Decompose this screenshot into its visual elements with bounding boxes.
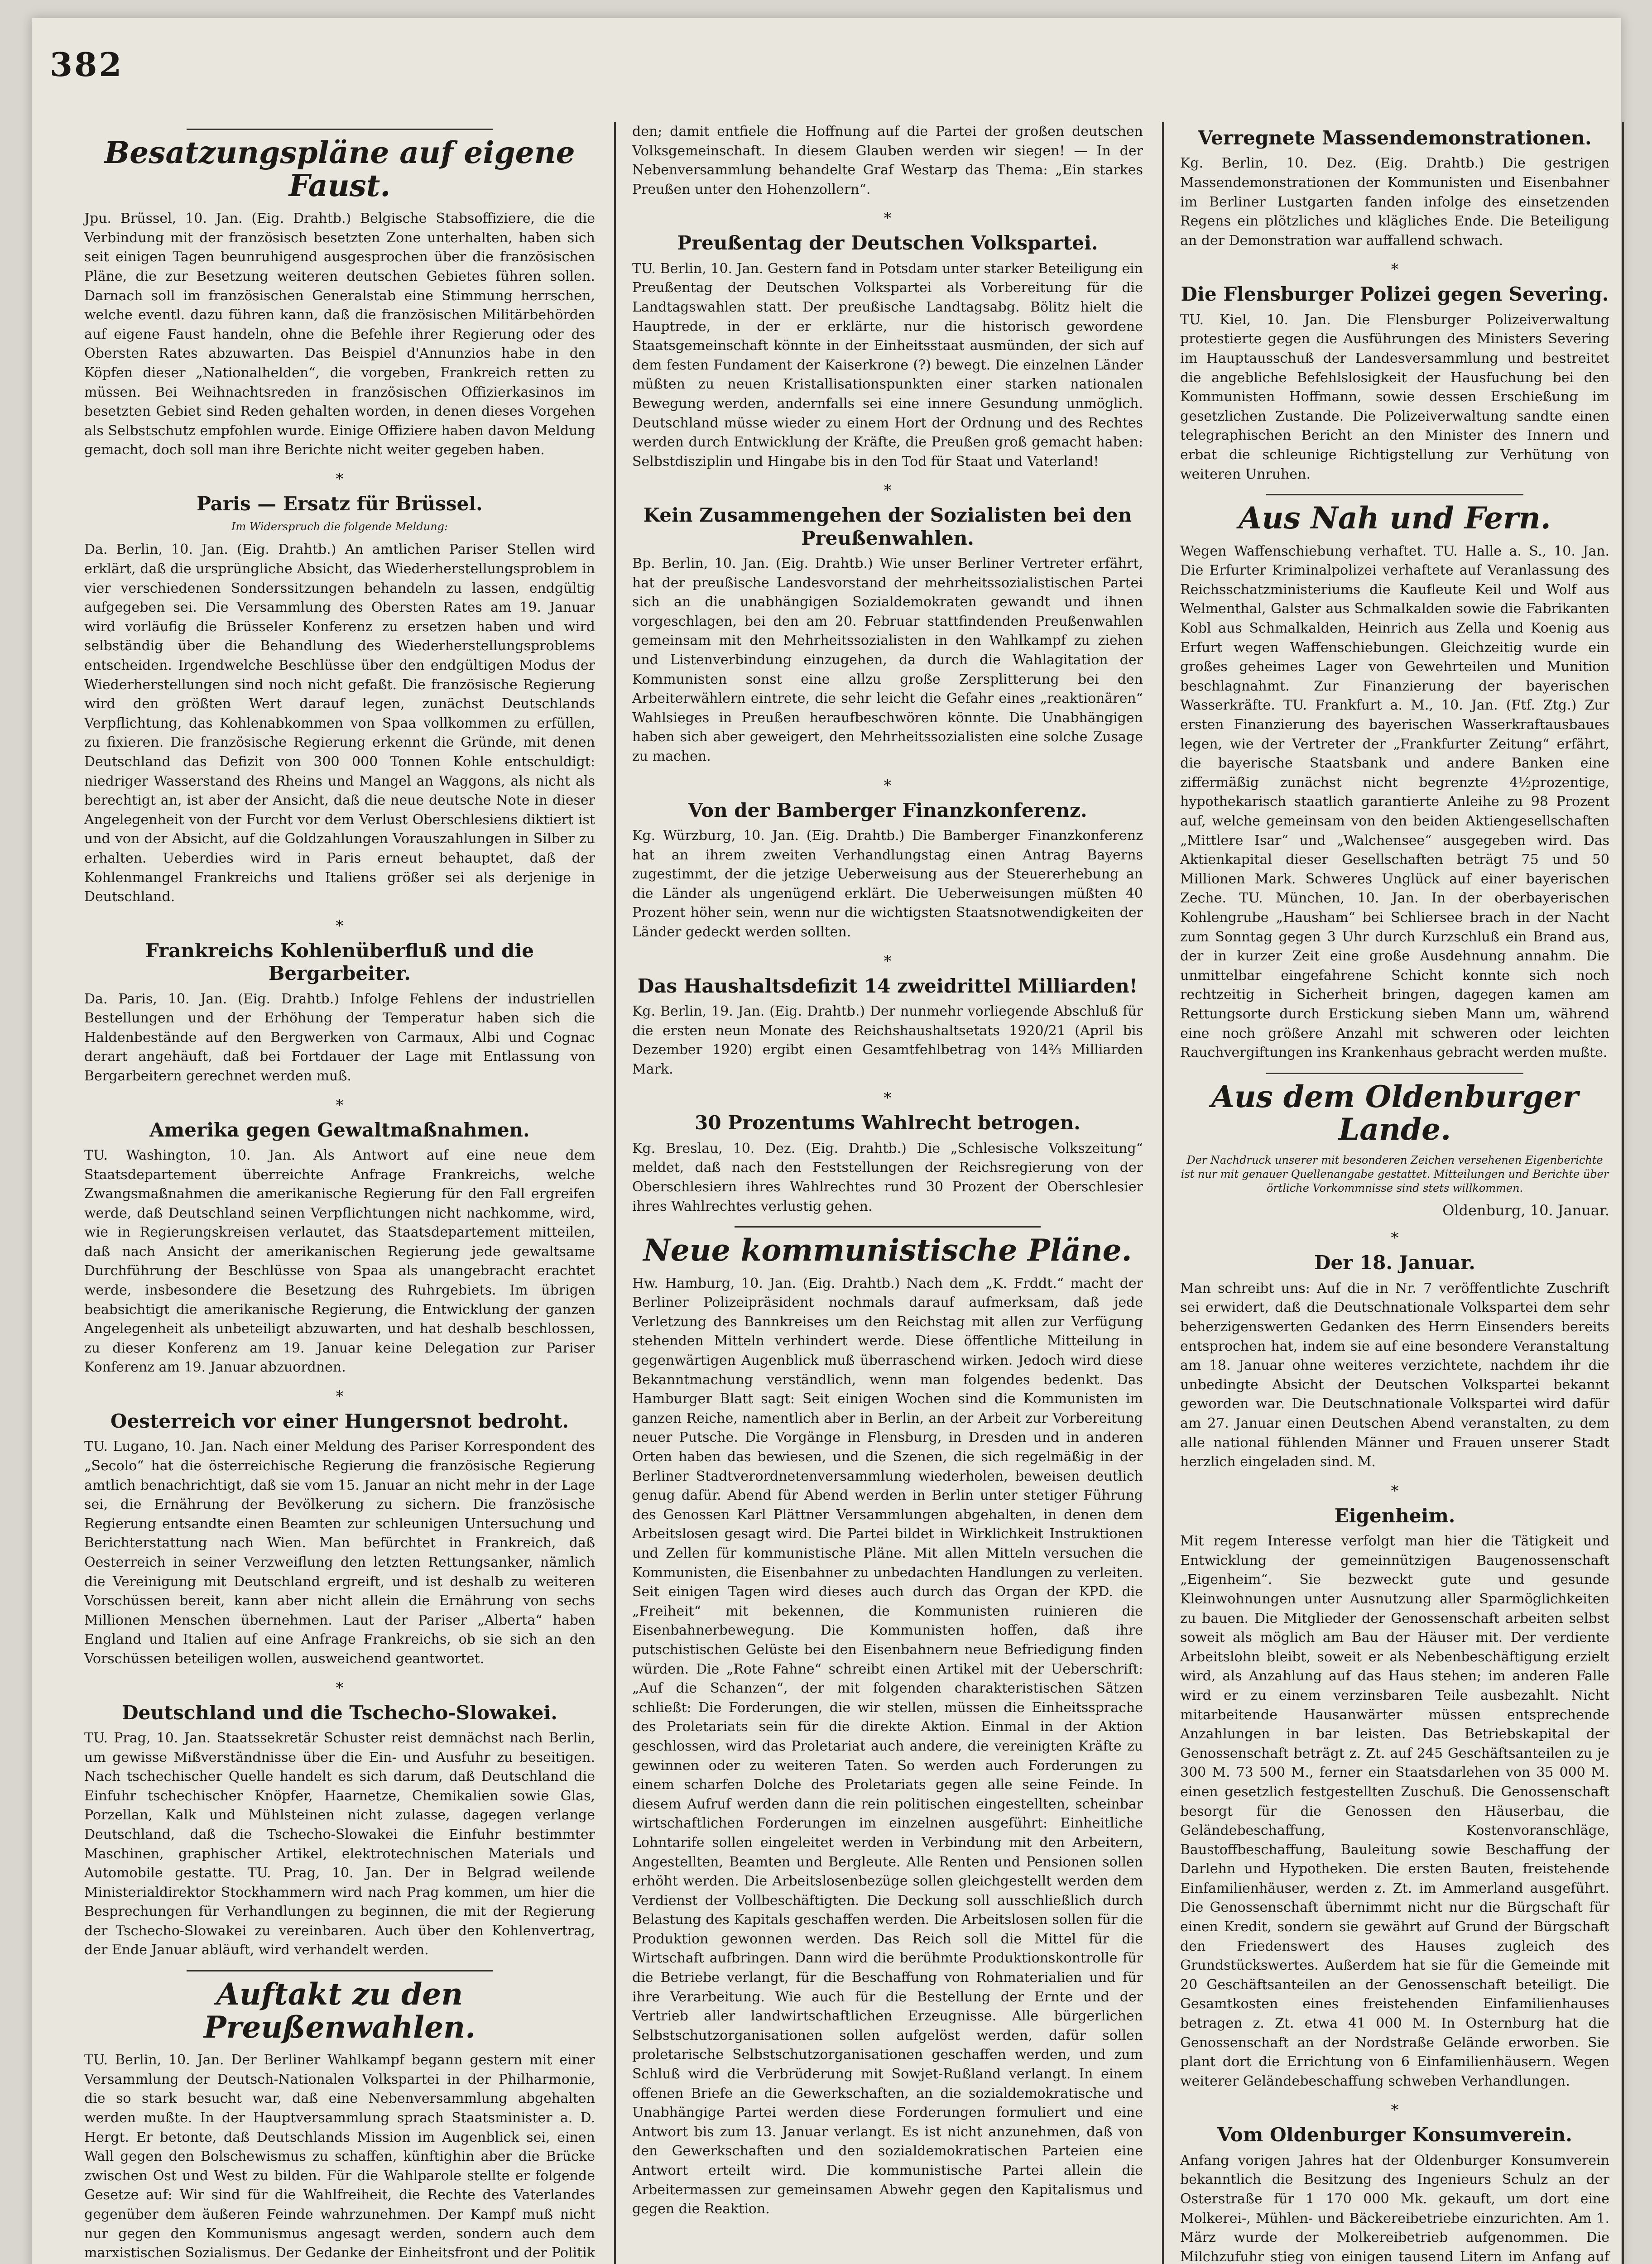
article bbox=[84, 1679, 595, 1961]
article-body: Anfang vorigen Jahres hat der Oldenburger Konsumverein bekanntlich die Besitzung des Ingenieurs Schulz an der Osterstraße für 1 170 000 Mk. gekauft, um dort eine Molkerei-, Mühlen- und Bäckereibetriebe einzurichten. Am 1. März wurde der Molkereibetrieb aufgenommen. Die Milchzufuhr stieg von einigen tausend Litern im Anfang auf bbox=[1180, 2152, 1609, 2264]
article-headline: Kein Zusammengehen der Sozialisten bei den Preußenwahlen. bbox=[643, 504, 1132, 549]
article bbox=[1180, 260, 1609, 484]
article-body: TU. Lugano, 10. Jan. Nach einer Meldung des Pariser Korrespondent des „Secolo“ hat die österreichische Regierung die französische Regierung amtlich benachrichtigt, daß sie vom 15. Januar an nicht mehr in der Lage sei, die Ernährung der Bevölkerung zu sichern. Die französische Regierung entsandte einen Beamten zur schleunigen Untersuchung und Berichterstattung nach Wien. Man befürchtet in Frankreich, daß Oesterreich in seiner Verzweiflung den letzten Rettungsanker, nämlich die Vereinigung mit Deutschland ergreift, und ist deshalb zu weiteren Vorschüssen bereit, kann aber nicht allein die Ernährung von sechs Millionen Menschen übernehmen. Laut der Pariser „Alberta“ haben England und Italien auf eine Anfrage Frankreichs, ob sie sich an den Vorschüssen beteiligen wollen, ausweichend geantwortet. bbox=[84, 1439, 595, 1667]
section-rule bbox=[187, 1970, 493, 1971]
separator-star: * bbox=[1391, 2101, 1399, 2120]
article bbox=[1180, 494, 1609, 1063]
section-rule bbox=[1266, 494, 1524, 495]
article-body: Kg. Berlin, 19. Jan. (Eig. Drahtb.) Der nunmehr vorliegende Abschluß für die ersten neun Monate des Reichshaushaltsetats 1920/21 (April bis Dezember 1920) ergibt einen Gesamtfehlbetrag von 14⅔ Milliarden Mark. bbox=[632, 1003, 1143, 1077]
section-rule bbox=[735, 1226, 1041, 1228]
article bbox=[84, 470, 595, 907]
article-body: Wegen Waffenschiebung verhaftet. TU. Halle a. S., 10. Jan. Die Erfurter Kriminalpolizei verhaftete auf Veranlassung des Reichsschatzministeriums die Kaufleute Keil und Wolf aus Welmenthal, Galster aus Schmalkalden sowie die Fabrikanten Kobl aus Schmalkalden, Heinrich aus Zella und Koenig aus Erfurt wegen Waffenschiebungen. Gleichzeitig wurde ein großes geheimes Lager von Gewehrteilen und Munition beschlagnahmt. Zur Finanzierung der bayerischen Wasserkräfte. TU. Frankfurt a. M., 10. Jan. (Ftf. Ztg.) Zur ersten Finanzierung des bayerischen Wasserkraftausbaues legen, wie der Vertreter der „Frankfurter Zeitung“ erfährt, die bayerische Staatsbank und andere Banken eine ziffermäßig zunächst nicht begrenzte 4½prozentige, hypothekarisch staatlich garantierte Anleihe zu 98 Prozent auf, welche gemeinsam von den beiden Aktiengesellschaften „Mittlere Isar“ und „Walchensee“ ausgegeben wird. Das Aktienkapital dieser Gesellschaften beträgt 75 und 50 Millionen Mark. Schweres Unglück auf einer bayerischen Zeche. TU. München, 10. Jan. In der oberbayerischen Kohlengrube „Hausham“ bei Schliersee brach in der Nacht zum Sonntag gegen 3 Uhr durch Kurzschluß ein Brand aus, der in kurzer Zeit eine große Ausdehnung annahm. Die unmittelbar eingefahrene Schicht konnte sich noch rechtzeitig in Sicherheit bringen, dagegen kamen am Rettungsorte durch Erstickung sieben Mann um, während eine noch größere Anzahl mit schweren oder leichten Rauchvergiftungen ins Krankenhaus gebracht werden mußte. bbox=[1180, 543, 1609, 1061]
article-body: Da. Berlin, 10. Jan. (Eig. Drahtb.) An amtlichen Pariser Stellen wird erklärt, daß die ursprüngliche Absicht, das Wiederherstellungsproblem in vier verschiedenen Sonderssitzungen behandeln zu lassen, endgültig aufgegeben sei. Die Versammlung des Obersten Rates am 19. Januar wird vorläufig die Brüsseler Konferenz zu ersetzen haben und wird selbständig über die Behandlung des Wiederherstellungsproblems entscheiden. Irgendwelche Beschlüsse über den endgültigen Modus der Wiederherstellungen sind noch nicht gefaßt. Die französische Regierung wird den größten Wert darauf legen, zunächst Deutschlands Verpflichtung, das Kohlenabkommen von Spaa vollkommen zu erfüllen, zu fixieren. Die französische Regierung erkennt die Gründe, mit denen Deutschland das Defizit von 300 000 Tonnen Kohle entschuldigt: niedriger Wasserstand des Rheins und Mangel an Waggons, als nicht als berechtigt an, ist aber der Ansicht, daß die neue deutsche Note in dieser Angelegenheit von der Furcht vor dem Verlust Oberschlesiens diktiert ist und von der Absicht, auf die Goldzahlungen Vorauszahlungen in Silber zu erhalten. Ueberdies wird in Paris erneut behauptet, daß der Kohlenmangel Frankreichs und Italiens größer sei als derjenige in Deutschland. bbox=[84, 542, 595, 905]
article-headline: Oesterreich vor einer Hungersnot bedroht. bbox=[110, 1410, 569, 1433]
article bbox=[84, 129, 595, 460]
article-body: Kg. Berlin, 10. Dez. (Eig. Drahtb.) Die gestrigen Massendemonstrationen der Kommunisten und Eisenbahner im Berliner Lustgarten fanden infolge des einsetzenden Regens ein plötzliches und klägliches Ende. Die Beteiligung an der Demonstration war auffallend schwach. bbox=[1180, 155, 1609, 249]
newspaper-page bbox=[32, 18, 1621, 2264]
separator-star: * bbox=[336, 916, 344, 935]
article bbox=[1180, 1482, 1609, 2091]
article-headline: Auftakt zu den Preußenwahlen. bbox=[203, 1976, 476, 2045]
separator-star: * bbox=[884, 776, 892, 795]
article-headline: Amerika gegen Gewaltmaßnahmen. bbox=[149, 1118, 530, 1141]
separator-star: * bbox=[336, 470, 344, 488]
article bbox=[1180, 1229, 1609, 1472]
article-headline: Frankreichs Kohlenüberfluß und die Bergarbeiter. bbox=[145, 939, 534, 985]
article bbox=[84, 1970, 595, 2264]
article bbox=[84, 917, 595, 1086]
article bbox=[632, 122, 1143, 199]
section-rule bbox=[1266, 1073, 1524, 1074]
separator-star: * bbox=[884, 952, 892, 970]
article bbox=[1180, 2101, 1609, 2264]
article-headline: Verregnete Massendemonstrationen. bbox=[1198, 127, 1592, 149]
column-rule bbox=[1622, 122, 1624, 2264]
article-body: den; damit entfiele die Hoffnung auf die Partei der großen deutschen Volksgemeinschaft. In diesem Glauben werden wir siegen! — In der Nebenversammlung behandelte Graf Westarp das Thema: „Ein starkes Preußen unter den Hohenzollern“. bbox=[632, 124, 1143, 197]
article-body: Jpu. Brüssel, 10. Jan. (Eig. Drahtb.) Belgische Stabsoffiziere, die die Verbindung mit der französisch besetzten Zone unterhalten, haben sich seit einigen Tagen beunruhigend ausgesprochen über die französischen Pläne, die zur Besetzung weiteren deutschen Gebietes führen sollen. Darnach soll im französischen Generalstab eine Stimmung herrschen, welche eventl. dazu führen kann, daß die französischen Militärbehörden auf eigene Faust handeln, ohne die Befehle ihrer Regierung oder des Obersten Rates abzuwarten. Das Beispiel d'Annunzios habe in den Köpfen dieser „Nationalhelden“, die vorgeben, Frankreich retten zu müssen. Bei Weihnachtsreden in französischen Offizierkasinos im besetzten Gebiet sind Reden gehalten worden, in denen dieses Vorgehen als Selbstschutz empfohlen wurde. Einige Offiziere haben davon Meldung gemacht, doch soll man ihre Berichte nicht weiter gegeben haben. bbox=[84, 211, 595, 458]
article-body: TU. Berlin, 10. Jan. Gestern fand in Potsdam unter starker Beteiligung ein Preußentag der Deutschen Volkspartei als Vorbereitung für die Landtagswahlen statt. Der preußische Landtagsabg. Bölitz hielt die Hauptrede, in der er erklärte, nur die historisch gewordene Staatsgemeinschaft könnte in der Einheitsstaat ausmünden, der sich auf dem festen Fundament der Kaiserkrone (?) bewegt. Die einzelnen Länder müßten zu neuen Kristallisationspunkten einer starken nationalen Bewegung werden, andernfalls sei eine innere Gesundung unmöglich. Deutschland müsse wieder zu einem Hort der Ordnung und des Rechtes werden durch Entwicklung der Kräfte, die Preußen groß gemacht haben: Selbstdisziplin und Hingabe bis in den Tod für Staat und Vaterland! bbox=[632, 260, 1143, 470]
article-body: TU. Prag, 10. Jan. Staatssekretär Schuster reist demnächst nach Berlin, um gewisse Mißverständnisse über die Ein- und Ausfuhr zu beseitigen. Nach tschechischer Quelle handelt es sich darum, daß Deutschland die Einfuhr tschechischer Knöpfer, Haarnetze, Chemikalien sowie Glas, Porzellan, Kalk und Mühlsteinen nicht zulasse, dagegen verlange Deutschland, daß die Tschecho-Slowakei die Einfuhr bestimmter Maschinen, graphischer Artikel, elektrotechnischen Materials und Automobile gestatte. TU. Prag, 10. Jan. Der in Belgrad weilende Ministerialdirektor Stockhammern wird nach Prag kommen, um hier die Besprechungen für Verhandlungen zu beginnen, die mit der Regierung der Tschecho-Slowakei zu vereinbaren. Auch über den Kohlenvertrag, der Ende Januar abläuft, wird verhandelt werden. bbox=[84, 1730, 595, 1958]
article-headline: 30 Prozentums Wahlrecht betrogen. bbox=[695, 1112, 1081, 1134]
article bbox=[632, 1089, 1143, 1216]
article bbox=[632, 209, 1143, 471]
article-headline: Die Flensburger Polizei gegen Severing. bbox=[1181, 283, 1609, 306]
separator-star: * bbox=[1391, 1482, 1399, 1500]
article-body: Man schreibt uns: Auf die in Nr. 7 veröffentlichte Zuschrift sei erwidert, daß die Deutschnationale Volkspartei dem sehr beherzigenswerten Gedanken des Herrn Einsenders bereits entsprochen hat, indem sie auf eine besondere Veranstaltung am 18. Januar ohne weiteres verzichtete, nachdem ihr die unbedingte Absicht der Deutschen Volkspartei bekannt geworden war. Die Deutschnationale Volkspartei wird dafür am 27. Januar einen Deutschen Abend veranstalten, zu dem alle national fühlenden Männer und Frauen unserer Stadt herzlich eingeladen sind. M. bbox=[1180, 1280, 1609, 1470]
article-headline: Besatzungspläne auf eigene Faust. bbox=[104, 135, 575, 203]
article-headline: Deutschland und die Tschecho-Slowakei. bbox=[122, 1701, 557, 1724]
page-number: 382 bbox=[50, 45, 124, 84]
article-headline: Paris — Ersatz für Brüssel. bbox=[197, 492, 483, 515]
article-body: TU. Berlin, 10. Jan. Der Berliner Wahlkampf begann gestern mit einer Versammlung der Deutsch-Nationalen Volkspartei in der Philharmonie, die so stark besucht war, daß eine Nebenversammlung abgehalten werden mußte. In der Hauptversammlung sprach Staatsminister a. D. Hergt. Er betonte, daß Deutschlands Mission im Augenblick sei, einen Wall gegen den Bolschewismus zu schaffen, künftighin aber die Brücke zwischen Ost und West zu bilden. Für die Wahlparole stellte er folgende Gesetze auf: Wir sind für die Wahlfreiheit, die Rechte des Vaterlandes gegenüber dem äußeren Feinde wahrzunehmen. Der Kampf muß nicht nur gegen den Kommunismus angesagt werden, sondern auch dem marxistischen Sozialismus. Der Gedanke der Einheitsfront und der Politik bbox=[84, 2052, 595, 2261]
separator-star: * bbox=[336, 1679, 344, 1697]
section-rule bbox=[187, 129, 493, 130]
column-1 bbox=[72, 122, 607, 2264]
article-headline: Eigenheim. bbox=[1334, 1504, 1455, 1527]
article-body: Kg. Breslau, 10. Dez. (Eig. Drahtb.) Die „Schlesische Volkszeitung“ meldet, daß nach den Feststellungen der Reichsregierung von der Oberschlesiern ihres Wahlrechtes rund 30 Prozent der Oberschlesier ihres Wahlrechtes verlustig gehen. bbox=[632, 1140, 1143, 1214]
article-body: Kg. Würzburg, 10. Jan. (Eig. Drahtb.) Die Bamberger Finanzkonferenz hat an ihrem zweiten Verhandlungstag einen Antrag Bayerns zugestimmt, der die jetzige Ueberweisung aus der Steuererhebung an die Länder als ungenügend erklärt. Die Ueberweisungen müßten 40 Prozent höher sein, wenn nur die wichtigsten Staatsnotwendigkeiten der Länder gedeckt werden sollten. bbox=[632, 828, 1143, 940]
separator-star: * bbox=[336, 1387, 344, 1406]
article-body: Bp. Berlin, 10. Jan. (Eig. Drahtb.) Wie unser Berliner Vertreter erfährt, hat der preußische Landesvorstand der mehrheitssozialistischen Partei sich an die unabhängigen Sozialdemokraten gewandt und ihnen vorgeschlagen, bei den am 20. Februar stattfindenden Preußenwahlen gemeinsam mit den Mehrheitssozialisten in den Wahlkampf zu ziehen und Listenverbindung einzugehen, da durch die Wahlagitation der Kommunisten sonst eine allzu große Zersplitterung bei den Arbeiterwählern eintrete, die sehr leicht die Gefahr eines „reaktionären“ Wahlsieges in Preußen heraufbeschwören könnte. Die Unabhängigen haben sich aber geweigert, den Mehrheitssozialisten eine solche Zusage zu machen. bbox=[632, 556, 1143, 765]
article-note: Im Widerspruch die folgende Meldung: bbox=[231, 520, 448, 533]
dateline: Oldenburg, 10. Januar. bbox=[1442, 1202, 1609, 1219]
separator-star: * bbox=[884, 209, 892, 228]
article bbox=[632, 1226, 1143, 2219]
article-headline: Das Haushaltsdefizit 14 zweidrittel Milliarden! bbox=[637, 974, 1138, 997]
article bbox=[632, 952, 1143, 1079]
separator-star: * bbox=[884, 1089, 892, 1108]
article-body: Hw. Hamburg, 10. Jan. (Eig. Drahtb.) Nach dem „K. Frddt.“ macht der Berliner Polizeipräsident nochmals darauf aufmerksam, daß jede Verletzung des Bannkreises um den Reichstag mit allen zur Verfügung stehenden Mitteln verhindert werde. Diese öffentliche Mitteilung in gegenwärtigen Augenblick muß überraschend wirken. Jedoch wird diese Bekanntmachung verständlich, wenn man folgendes bedenkt. Das Hamburger Blatt sagt: Seit einigen Wochen sind die Kommunisten im ganzen Reiche, namentlich aber in Berlin, an der Arbeit zur Vorbereitung neuer Putsche. Die Vorgänge in Flensburg, in Dresden und in anderen Orten haben das bewiesen, und die Szenen, die sich regelmäßig in der Berliner Stadtverordnetenversammlung wiederholen, beweisen deutlich genug dafür. Abend für Abend werden in Berlin unter stetiger Führung des Genossen Karl Plättner Versammlungen abgehalten, in denen dem Arbeitslosen gesagt wird. Die Partei bildet in Wirklichkeit Instruktionen und Zellen für kommunistische Pläne. Mit allen Mitteln versuchen die Kommunisten, die Eisenbahner zu unbedachten Handlungen zu verleiten. Seit einigen Tagen wird dieses auch durch das Organ der KPD. die „Freiheit“ mit bekennen, die Kommunisten ruinieren die Eisenbahnerbewegung. Die Kommunisten hoffen, daß ihre putschistischen Gelüste bei den Eisenbahnern neue Befriedigung finden würden. Die „Rote Fahne“ schreibt einen Artikel mit der Ueberschrift: „Auf die Schanzen“, der mit folgenden charakteristischen Sätzen schließt: Die Forderungen, die wir stellen, müssen die Einheitssprache des Proletariats sein für die direkte Aktion. Einmal in der Aktion geschlossen, wird das Proletariat auch andere, die vereinigten Kräfte zu gewinnen oder zu weiteren Taten. So werden auch Forderungen zu einem scharfen Dolche des Proletariats gegen alle seine Feinde. In diesem Aufruf werden dann die rein politischen eingestellten, scheinbar wirtschaftlichen Forderungen im einzelnen ausgeführt: Einheitliche Lohntarife sollen eingeleitet werden in Verbindung mit den Arbeitern, Angestellten, Beamten und Bergleute. Alle Renten und Pensionen sollen erhöht werden. Die Arbeitslosenbezüge sollen gleichgestellt werden dem Verdienst der Vollbeschäftigten. Die Deckung soll ausschließlich durch Belastung des Kapitals geschaffen werden. Die Arbeitslosen sollen für die Produktion gewonnen werden. Das Reich soll die Mittel für die Wirtschaft aufbringen. Dann wird die berühmte Produktionskontrolle für die Betriebe verlangt, für die Beschaffung von Rohmaterialien und für ihre Verarbeitung. Wie auch für die Bestellung der Ernte und der Vertrieb aller landwirtschaftlichen Erzeugnisse. Alle bürgerlichen Selbstschutzorganisationen sollen aufgelöst werden, dafür sollen proletarische Selbstschutzorganisationen geschaffen werden, und zum Schluß wird die Verbrüderung mit Sowjet-Rußland verlangt. In einem offenen Briefe an die Gewerkschaften, an die sozialdemokratische und Unabhängige Partei werden diese Forderungen formuliert und eine Antwort bis zum 13. Januar verlangt. Es ist nicht anzunehmen, daß von den Gewerkschaften und den sozialdemokratischen Parteien eine Antwort erteilt wird. Die kommunistische Partei allein die Arbeitermassen zur gemeinsamen Abwehr gegen den Kapitalismus und gegen die Reaktion. bbox=[632, 1275, 1143, 2217]
article bbox=[84, 1387, 595, 1669]
article-headline: Neue kommunistische Pläne. bbox=[643, 1233, 1132, 1268]
article bbox=[632, 777, 1143, 942]
article-headline: Vom Oldenburger Konsumverein. bbox=[1217, 2124, 1572, 2146]
separator-star: * bbox=[1391, 1229, 1399, 1247]
article-body: Mit regem Interesse verfolgt man hier die Tätigkeit und Entwicklung der gemeinnützigen Baugenossenschaft „Eigenheim“. Sie bezweckt gute und gesunde Kleinwohnungen unter Ausnutzung aller Sparmöglichkeiten zu bauen. Die Mitglieder der Genossenschaft arbeiten selbst soweit als möglich am Bau der Häuser mit. Der verdiente Arbeitslohn bleibt, soweit er als Nebenbeschäftigung erzielt wird, als Anzahlung auf das Haus stehen; im anderen Falle wird er zu einem verzinsbaren Teile ausbezahlt. Nicht mitarbeitende Hausanwärter müssen entsprechende Anzahlungen in bar leisten. Das Betriebskapital der Genossenschaft beträgt z. Zt. auf 245 Geschäftsanteilen zu je 300 M. 73 500 M., ferner ein Staatsdarlehen von 35 000 M. einen gesetzlich festgestellten Zuschuß. Die Genossenschaft besorgt für die Genossen den Häuserbau, die Geländebeschaffung, Kostenvoranschläge, Baustoffbeschaffung, Bauleitung sowie Beschaffung der Darlehn und Hypotheken. Die ersten Bauten, freistehende Einfamilienhäuser, werden z. Zt. im Ammerland ausgeführt. Die Genossenschaft übernimmt nicht nur die Bürgschaft für einen Kredit, sondern sie gewährt auf Grund der Bürgschaft den Friedenswert des Hauses zugleich des Grundstückswertes. Außerdem hat sie für die Gemeinde mit 20 Geschäftsanteilen an der Genossenschaft beteiligt. Die Gesamtkosten eines freistehenden Einfamilienhauses betragen z. Zt. etwa 41 000 M. In Osternburg hat die Genossenschaft an der Nordstraße Gelände erworben. Sie plant dort die Errichtung von 6 Einfamilienhäusern. Wegen weiterer Geländebeschaffung schweben Verhandlungen. bbox=[1180, 1533, 1609, 2089]
article-headline: Der 18. Januar. bbox=[1314, 1252, 1475, 1274]
article-headline: Aus dem Oldenburger Lande. bbox=[1211, 1079, 1579, 1147]
article-headline: Von der Bamberger Finanzkonferenz. bbox=[688, 799, 1087, 821]
separator-star: * bbox=[884, 481, 892, 500]
article-headline: Preußentag der Deutschen Volkspartei. bbox=[677, 232, 1098, 254]
column-rule bbox=[614, 122, 616, 2264]
separator-star: * bbox=[336, 1096, 344, 1114]
article-body: TU. Kiel, 10. Jan. Die Flensburger Polizeiverwaltung protestierte gegen die Ausführungen des Ministers Severing im Hauptausschuß der Landesversammlung und bestreitet die angebliche Befehlslosigkeit der Hausfuchung bei den Kommunisten Hoffmann, sowie dessen Erschießung im gesetzlichen Zustande. Die Polizeiverwaltung sandte einen telegraphischen Bericht an den Minister des Innern und erbat die schleunige Richtigstellung zur Verhütung von weiteren Unruhen. bbox=[1180, 312, 1609, 482]
article-body: TU. Washington, 10. Jan. Als Antwort auf eine neue dem Staatsdepartement überreichte Anfrage Frankreichs, welche Zwangsmaßnahmen die amerikanische Regierung für den Fall ergreifen werde, daß Deutschland seinen Verpflichtungen nicht nachkomme, wird, wie in Regierungskreisen verlautet, das Staatsdepartement mitteilen, daß nach Ansicht der amerikanischen Regierung jede gewaltsame Durchführung der Beschlüsse von Spaa als unangebracht erachtet werde, insbesondere die Besetzung des Ruhrgebiets. Im übrigen beabsichtigt die amerikanische Regierung, die Entwicklung der ganzen Angelegenheit als unbeteiligt abzuwarten, und hat deshalb beschlossen, zu dieser Konferenz am 19. Januar keine Delegation zur Pariser Konferenz am 19. Januar abzuordnen. bbox=[84, 1147, 595, 1376]
article bbox=[1180, 127, 1609, 250]
column-2 bbox=[620, 122, 1155, 2264]
article bbox=[632, 481, 1143, 766]
article bbox=[1180, 1073, 1609, 1219]
article bbox=[84, 1096, 595, 1378]
separator-star: * bbox=[1391, 260, 1399, 279]
article-body: Da. Paris, 10. Jan. (Eig. Drahtb.) Infolge Fehlens der industriellen Bestellungen und der Erhöhung der Temperatur haben sich die Haldenbestände auf den Bergwerken von Carmaux, Albi und Cognac derart angehäuft, daß bei Fortdauer der Lage mit Entlassung von Bergarbeitern gerechnet werden muß. bbox=[84, 991, 595, 1084]
article-headline: Aus Nah und Fern. bbox=[1239, 500, 1551, 536]
column-rule bbox=[1162, 122, 1164, 2264]
column-3 bbox=[1168, 122, 1621, 2264]
article-note: Der Nachdruck unserer mit besonderen Zeichen versehenen Eigenberichte ist nur mit genauer Quellenangabe gestattet. Mitteilungen und Berichte über örtliche Vorkommnisse sind stets willkommen. bbox=[1181, 1153, 1609, 1195]
